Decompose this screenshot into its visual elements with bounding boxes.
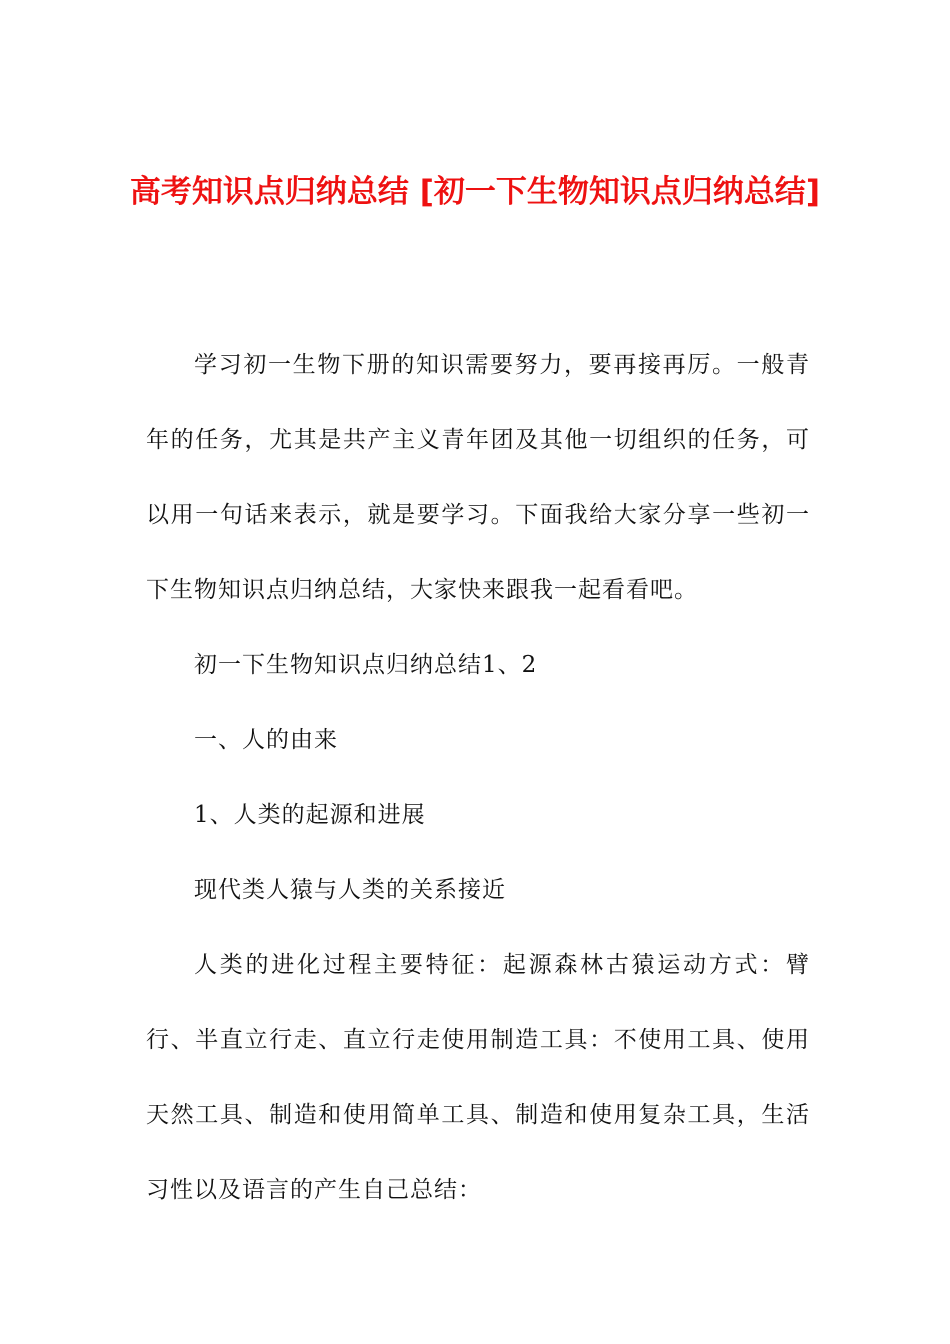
document-title: 高考知识点归纳总结 [初一下生物知识点归纳总结]: [129, 173, 821, 210]
subsection-heading: 1、人类的起源和进展: [194, 802, 426, 828]
intro-paragraph: 学习初一生物下册的知识需要努力，要再接再厉。一般青年的任务，尤其是共产主义青年团及其他一切组织的任务，可以用一句话来表示，就是要学习。下面我给大家分享一些初一下生物知识点归纳总结，大家快来跟我一起看看吧。: [146, 352, 810, 603]
chapter-heading: 一、人的由来: [194, 727, 338, 753]
body-paragraph: 人类的进化过程主要特征：起源森林古猿运动方式：臂行、半直立行走、直立行走使用制造工具：不使用工具、使用天然工具、制造和使用简单工具、制造和使用复杂工具，生活习性以及语言的产生自己总结：: [146, 952, 810, 1203]
section-heading: 初一下生物知识点归纳总结1、2: [194, 652, 538, 678]
document-body: [146, 328, 810, 1228]
body-paragraph: 现代类人猿与人类的关系接近: [194, 877, 506, 903]
